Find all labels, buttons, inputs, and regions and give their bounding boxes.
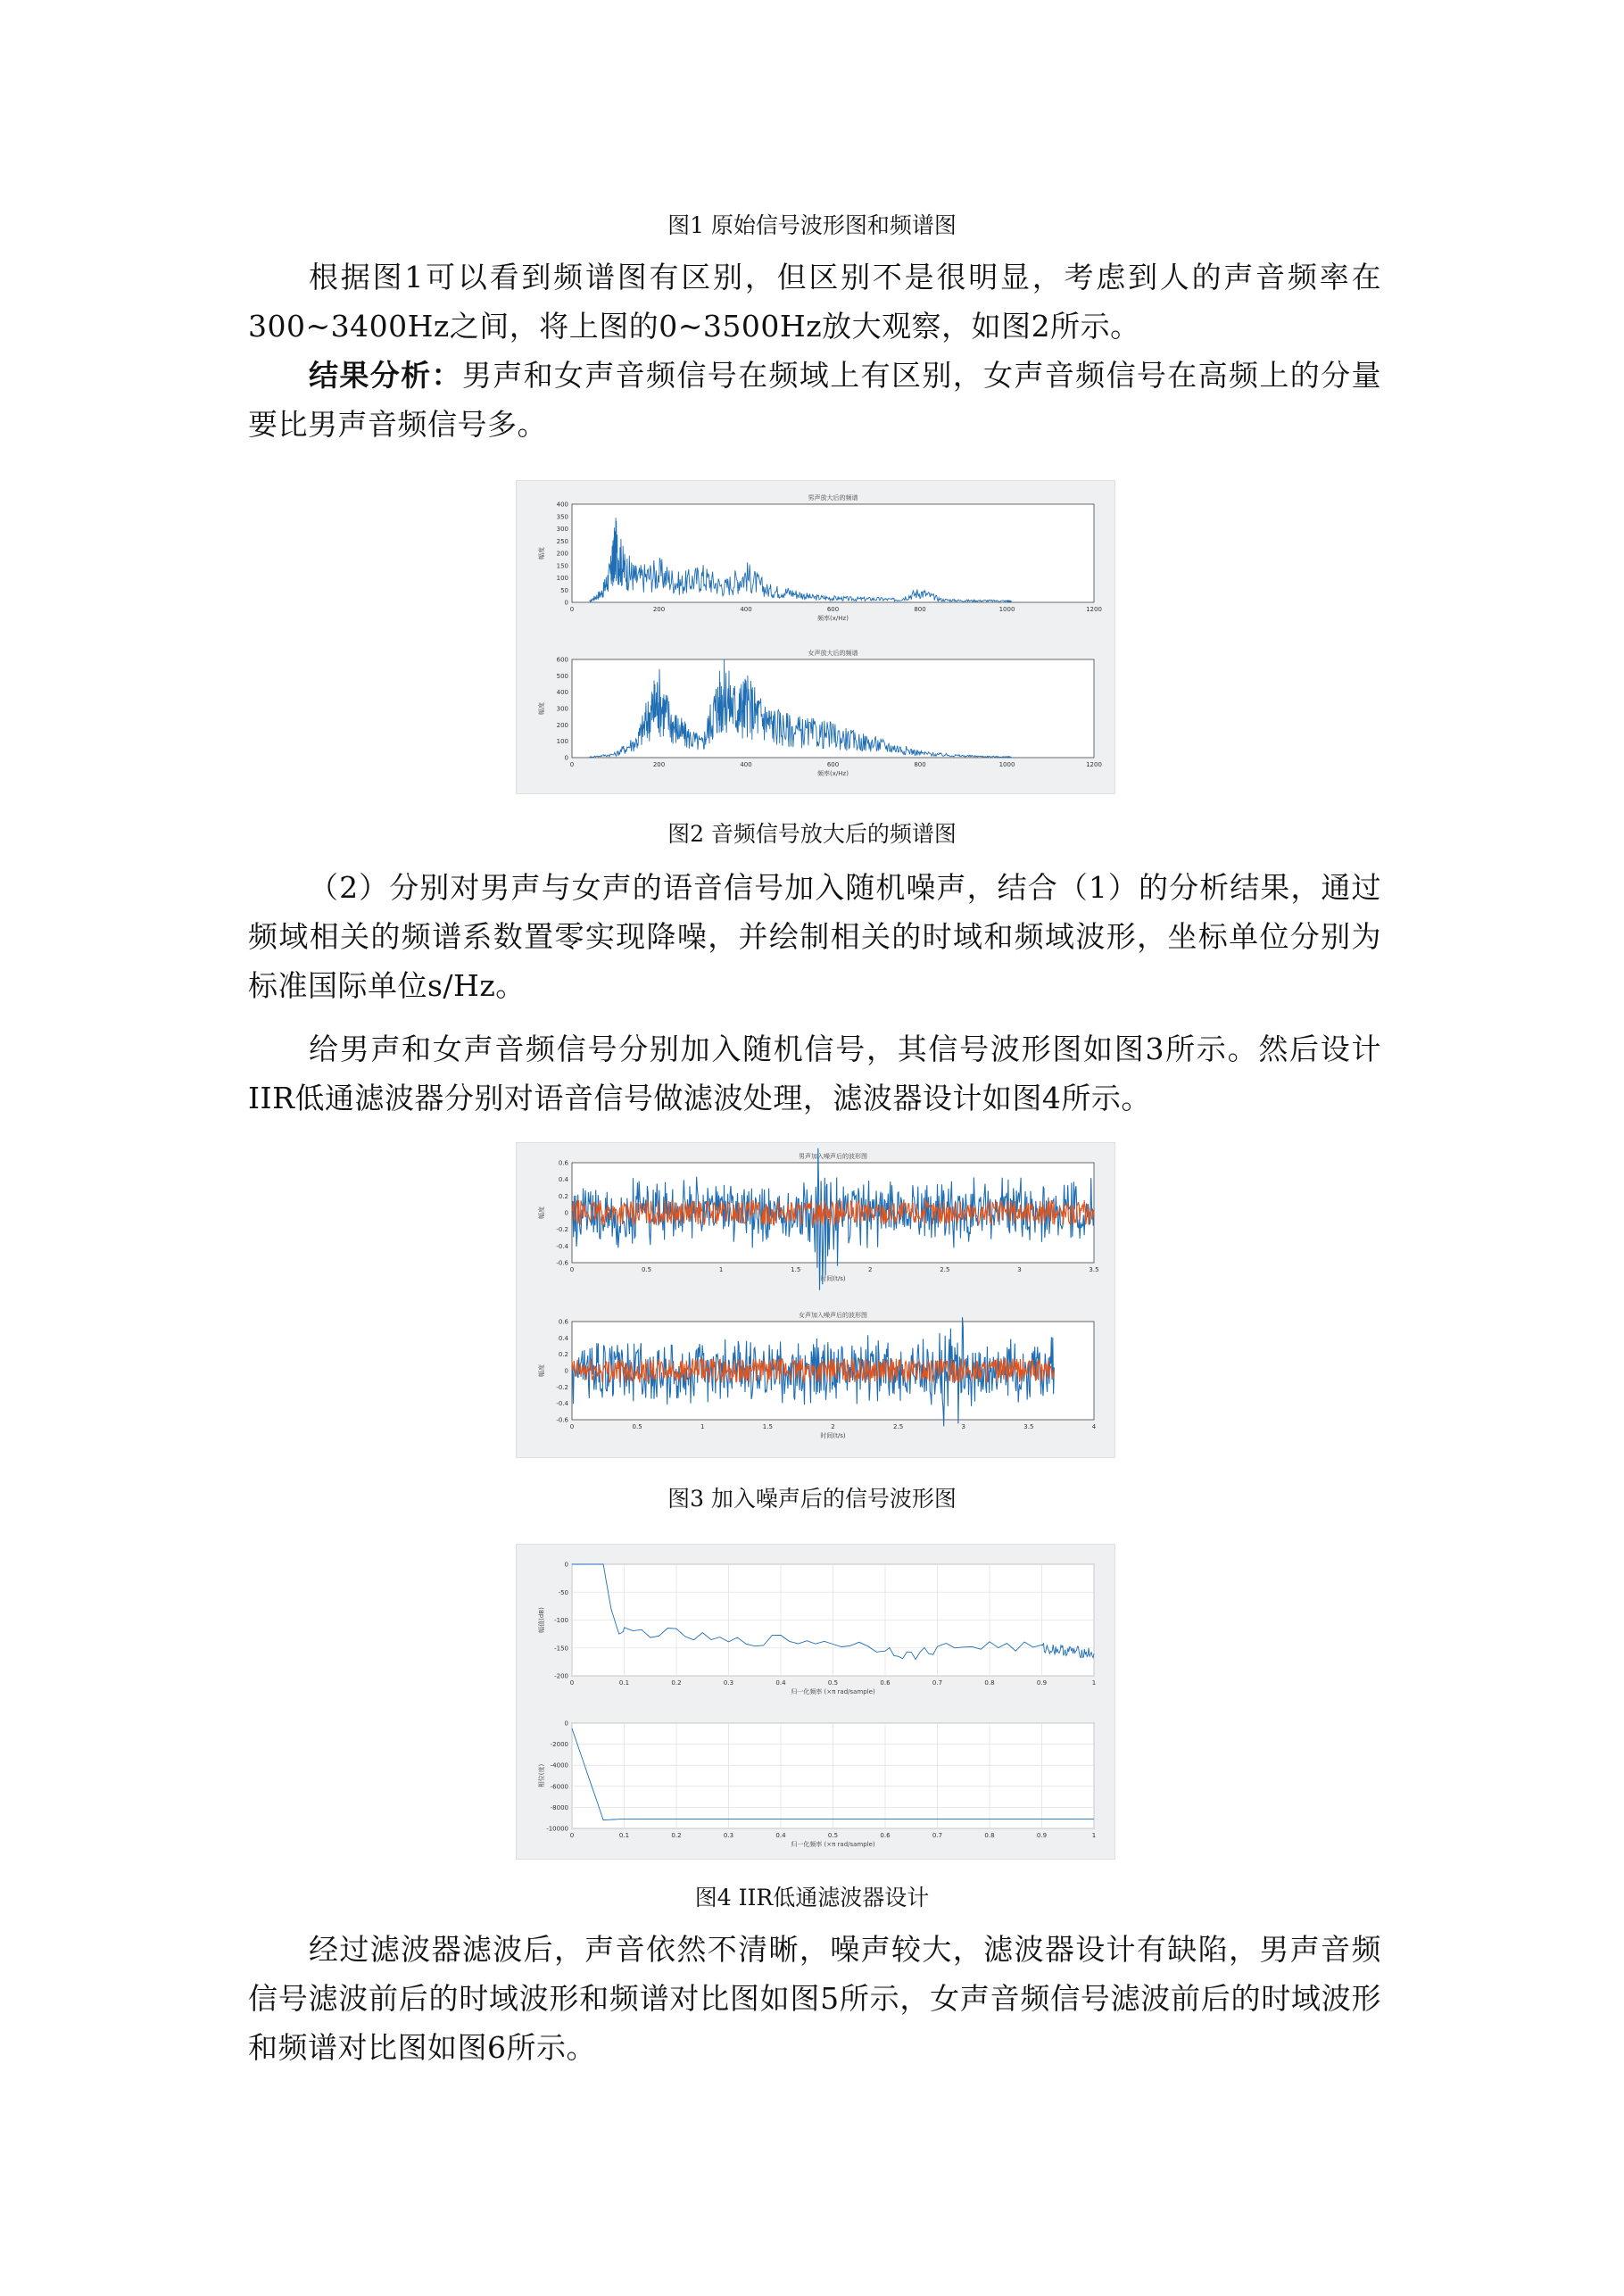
x-tick-label: 2.5 xyxy=(893,1423,904,1430)
x-tick-label: 2.5 xyxy=(940,1266,950,1273)
y-tick-label: 250 xyxy=(556,537,568,545)
x-tick-label: 0.2 xyxy=(671,1679,682,1687)
x-tick-label: 0.5 xyxy=(827,1679,839,1687)
y-tick-label: -100 xyxy=(554,1617,568,1624)
y-tick-label: 300 xyxy=(556,526,568,533)
x-tick-label: 800 xyxy=(914,606,926,613)
x-tick-label: 400 xyxy=(740,606,752,613)
x-tick-label: 600 xyxy=(826,606,840,613)
y-tick-label: -0.4 xyxy=(556,1242,568,1250)
result-analysis-label: 结果分析： xyxy=(309,358,462,393)
plot-area xyxy=(572,504,1094,602)
plot-area xyxy=(572,659,1094,758)
x-axis-label: 时间(t/s) xyxy=(820,1432,846,1439)
x-tick-label: 0.4 xyxy=(775,1679,786,1687)
y-tick-label: -200 xyxy=(554,1672,568,1680)
y-axis-label: 幅度 xyxy=(538,1206,545,1219)
x-tick-label: 0.5 xyxy=(632,1423,642,1430)
y-tick-label: -8000 xyxy=(550,1803,568,1811)
y-tick-label: -0.6 xyxy=(556,1416,568,1424)
y-tick-label: -0.6 xyxy=(556,1259,568,1267)
y-tick-label: 200 xyxy=(556,721,568,729)
x-tick-label: 1.5 xyxy=(762,1423,773,1430)
x-tick-label: 3 xyxy=(1017,1266,1022,1273)
y-axis-label: 幅度 xyxy=(538,1364,545,1377)
x-tick-label: 400 xyxy=(740,761,752,768)
female-noisy-waveform-chart xyxy=(537,1311,1097,1439)
y-tick-label: -10000 xyxy=(546,1825,568,1833)
x-tick-label: 3.5 xyxy=(1089,1266,1099,1273)
chart-title: 女声放大后的频谱 xyxy=(808,650,858,657)
paragraph-noise-task: （2）分别对男声与女声的语音信号加入随机噪声，结合（1）的分析结果，通过频域相关的频谱系数置零实现降噪，并绘制相关的时域和频域波形，坐标单位分别为标准国际单位s/Hz。 xyxy=(248,870,1381,1003)
y-tick-label: 50 xyxy=(560,586,568,594)
x-tick-label: 1200 xyxy=(1086,761,1102,768)
x-tick-label: 0.6 xyxy=(880,1832,891,1839)
x-tick-label: 0.8 xyxy=(984,1679,995,1687)
figure-3-noisy-waveforms xyxy=(516,1142,1115,1458)
x-tick-label: 1 xyxy=(700,1423,705,1430)
x-axis-label: 频率(x/Hz) xyxy=(817,615,849,622)
chart-title: 男声放大后的频谱 xyxy=(808,494,858,501)
paragraph-fig1-discussion: 根据图1可以看到频谱图有区别，但区别不是很明显，考虑到人的声音频率在300~3400Hz之间，将上图的0~3500Hz放大观察，如图2所示。 xyxy=(248,260,1381,344)
figure-4-iir-filter xyxy=(516,1544,1115,1860)
y-tick-label: 0 xyxy=(564,1209,568,1217)
x-tick-label: 0.5 xyxy=(642,1266,652,1273)
x-tick-label: 0 xyxy=(569,761,575,768)
x-tick-label: 0.3 xyxy=(723,1679,734,1687)
x-tick-label: 1 xyxy=(718,1266,724,1273)
x-tick-label: 2 xyxy=(831,1423,835,1430)
x-tick-label: 1.5 xyxy=(791,1266,801,1273)
y-tick-label: 150 xyxy=(556,562,568,570)
x-tick-label: 1 xyxy=(1091,1832,1097,1839)
figure-2-caption: 图2 音频信号放大后的频谱图 xyxy=(667,821,957,847)
y-tick-label: -0.2 xyxy=(556,1383,568,1391)
paragraph-filter-result: 经过滤波器滤波后，声音依然不清晰，噪声较大，滤波器设计有缺陷，男声音频信号滤波前后的时域波形和频谱对比图如图5所示，女声音频信号滤波前后的时域波形和频谱对比图如图6所示。 xyxy=(248,1932,1381,2065)
y-tick-label: 0 xyxy=(564,1720,568,1728)
x-tick-label: 600 xyxy=(826,761,840,768)
y-tick-label: 0.6 xyxy=(558,1159,568,1167)
x-tick-label: 0 xyxy=(569,1266,575,1273)
y-tick-label: -2000 xyxy=(550,1741,568,1749)
x-tick-label: 4 xyxy=(1091,1423,1097,1430)
x-tick-label: 1000 xyxy=(998,761,1015,768)
figure-1-caption: 图1 原始信号波形图和频谱图 xyxy=(667,212,957,238)
y-axis-label: 幅度 xyxy=(538,702,545,715)
male-noisy-waveform-chart xyxy=(537,1148,1099,1290)
y-axis-label: 幅度 xyxy=(538,547,545,559)
y-tick-label: 100 xyxy=(556,575,568,582)
x-tick-label: 200 xyxy=(652,761,666,768)
y-tick-label: 0 xyxy=(564,754,568,762)
x-tick-label: 3.5 xyxy=(1023,1423,1034,1430)
female-spectrum-chart xyxy=(537,649,1102,777)
x-tick-label: 0.7 xyxy=(932,1679,943,1687)
paragraph-result-analysis xyxy=(248,351,1381,449)
chart-title: 女声加入噪声后的波形图 xyxy=(799,1312,867,1319)
y-tick-label: 200 xyxy=(556,550,568,558)
chart-title: 男声加入噪声后的波形图 xyxy=(799,1153,867,1160)
y-tick-label: 100 xyxy=(556,738,568,746)
x-tick-label: 0.2 xyxy=(671,1832,682,1839)
x-tick-label: 200 xyxy=(652,606,666,613)
y-axis-label: 幅值(dB) xyxy=(538,1607,545,1633)
figure-3-caption: 图3 加入噪声后的信号波形图 xyxy=(667,1486,957,1512)
y-tick-label: 500 xyxy=(556,672,568,680)
y-tick-label: 0 xyxy=(564,1561,568,1569)
x-tick-label: 0.4 xyxy=(775,1832,786,1839)
x-axis-label: 频率(x/Hz) xyxy=(817,770,849,777)
y-tick-label: 0.2 xyxy=(558,1351,568,1359)
y-tick-label: 0.4 xyxy=(558,1334,568,1342)
x-tick-label: 3 xyxy=(961,1423,965,1430)
figure-2-spectrum-zoomed xyxy=(516,480,1115,794)
y-tick-label: -0.2 xyxy=(556,1226,568,1234)
y-tick-label: -50 xyxy=(558,1588,568,1596)
x-tick-label: 0.1 xyxy=(618,1679,630,1687)
x-tick-label: 0.9 xyxy=(1036,1832,1048,1839)
y-tick-label: 400 xyxy=(556,501,568,509)
result-analysis-text: 男声和女声音频信号在频域上有区别，女声音频信号在高频上的分量要比男声音频信号多。 xyxy=(248,358,1382,442)
y-axis-label: 相位(度) xyxy=(538,1763,545,1788)
x-tick-label: 1200 xyxy=(1086,606,1102,613)
x-tick-label: 0 xyxy=(569,1832,575,1839)
y-tick-label: 600 xyxy=(556,656,568,664)
y-tick-label: 0.4 xyxy=(558,1176,568,1184)
x-tick-label: 0 xyxy=(569,1423,575,1430)
x-tick-label: 0.3 xyxy=(723,1832,734,1839)
y-tick-label: 0.2 xyxy=(558,1192,568,1200)
y-tick-label: 0 xyxy=(564,599,568,607)
x-tick-label: 0.6 xyxy=(880,1679,891,1687)
figure-4-caption: 图4 IIR低通滤波器设计 xyxy=(694,1885,930,1911)
x-axis-label: 归一化频率 (×π rad/sample) xyxy=(791,1688,875,1695)
y-tick-label: 400 xyxy=(556,689,568,697)
x-tick-label: 0.8 xyxy=(984,1832,995,1839)
x-tick-label: 0.9 xyxy=(1036,1679,1048,1687)
x-tick-label: 2 xyxy=(868,1266,873,1273)
y-tick-label: -0.4 xyxy=(556,1400,568,1408)
y-tick-label: -150 xyxy=(554,1645,568,1653)
x-tick-label: 0.5 xyxy=(827,1832,839,1839)
x-tick-label: 0 xyxy=(569,606,575,613)
x-axis-label: 时间(t/s) xyxy=(820,1275,846,1282)
y-tick-label: 0 xyxy=(564,1367,568,1375)
y-tick-label: 0.6 xyxy=(558,1318,568,1326)
male-spectrum-chart xyxy=(537,493,1102,622)
x-tick-label: 1000 xyxy=(998,606,1015,613)
filter-phase-chart xyxy=(537,1720,1096,1849)
x-axis-label: 归一化频率 (×π rad/sample) xyxy=(791,1841,875,1848)
x-tick-label: 0 xyxy=(569,1679,575,1687)
x-tick-label: 1 xyxy=(1091,1679,1097,1687)
x-tick-label: 0.7 xyxy=(932,1832,943,1839)
paragraph-noise-method: 给男声和女声音频信号分别加入随机信号，其信号波形图如图3所示。然后设计IIR低通滤波器分别对语音信号做滤波处理，滤波器设计如图4所示。 xyxy=(248,1032,1381,1115)
y-tick-label: 300 xyxy=(556,705,568,713)
filter-magnitude-chart xyxy=(537,1562,1096,1696)
x-tick-label: 0.1 xyxy=(618,1832,630,1839)
y-tick-label: -6000 xyxy=(550,1783,568,1791)
y-tick-label: 350 xyxy=(556,513,568,521)
y-tick-label: -4000 xyxy=(550,1761,568,1770)
x-tick-label: 800 xyxy=(914,761,926,768)
